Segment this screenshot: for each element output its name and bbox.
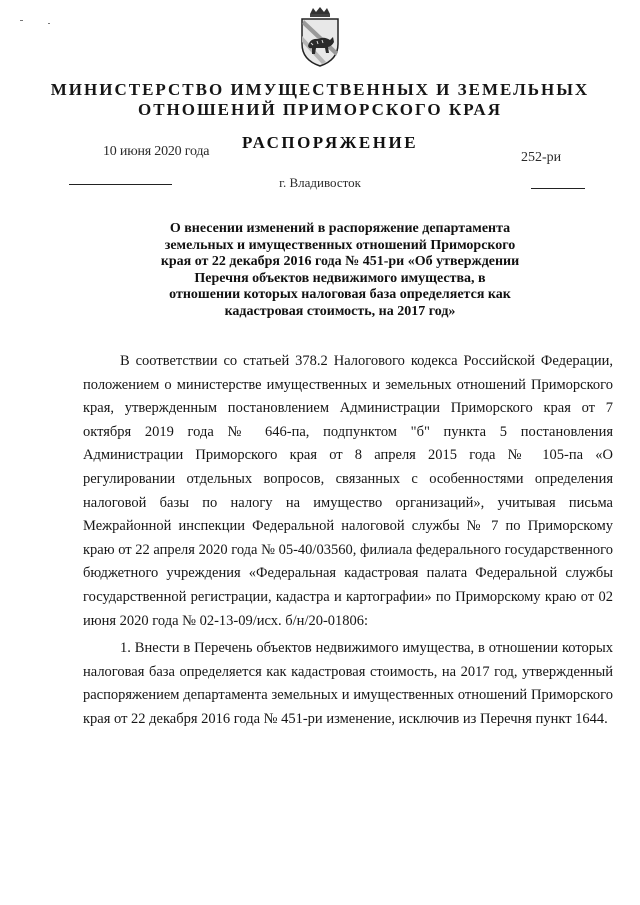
subject-line: отношении которых налоговая база определяется как xyxy=(169,287,511,302)
subject-line: Перечня объектов недвижимого имущества, в xyxy=(194,270,486,286)
preamble-paragraph: В соответствии со статьей 378.2 Налогового кодекса Российской Федерации, положением о министерстве имущественных и земельных отношений Приморского края, утвержденным постановлением Администрации Приморского края от 7 октября 2019 года № 646-па, подпунктом "б" пункта 5 постановления Администрации Приморского края от 8 апреля 2015 года № 105-па «О регулировании отдельных вопросов, связанных с особенностями определения налоговой базы по налогу на имущество организаций», учитывая письма Межрайонной инспекции Федеральной налоговой службы № 7 по Приморскому краю от 22 апреля 2020 года № 05-40/03560, филиала федерального государственного бюджетного учреждения «Федеральная кадастровая палата Федеральной службы государственной регистрации, кадастра и картографии» по Приморскому краю от 02 июня 2020 года № 02-13-09/исх. б/н/20-01806: xyxy=(83,353,613,629)
ministry-name-line: МИНИСТЕРСТВО ИМУЩЕСТВЕННЫХ И ЗЕМЕЛЬНЫХ xyxy=(50,80,590,99)
scan-artifact xyxy=(48,23,50,24)
document-city: г. Владивосток xyxy=(279,175,361,190)
document-body xyxy=(83,350,613,732)
scan-artifact xyxy=(20,20,23,21)
document-type: РАСПОРЯЖЕНИЕ xyxy=(241,133,419,152)
subject-line: края от 22 декабря 2016 года № 451-ри «Об утверждении xyxy=(160,254,520,269)
subject-line: кадастровая стоимость, на 2017 год» xyxy=(224,303,456,319)
document-number: 252-ри xyxy=(521,150,562,165)
subject-line: О внесении изменений в распоряжение департамента xyxy=(169,221,511,236)
coat-of-arms-icon xyxy=(296,6,344,68)
document-date: 10 июня 2020 года xyxy=(103,144,210,159)
ministry-name xyxy=(0,80,640,120)
item-1-paragraph: 1. Внести в Перечень объектов недвижимого имущества, в отношении которых налоговая база определяется как кадастровая стоимость, на 2017 год, утвержденный распоряжением департамента земельных и имущественных отношений Приморского края от 22 декабря 2016 года № 451-ри изменение, исключив из Перечня пункт 1644. xyxy=(83,640,613,727)
subject-line: земельных и имущественных отношений Приморского xyxy=(164,237,516,253)
document-subject xyxy=(120,221,560,320)
ministry-name-line: ОТНОШЕНИЙ ПРИМОРСКОГО КРАЯ xyxy=(138,100,502,119)
